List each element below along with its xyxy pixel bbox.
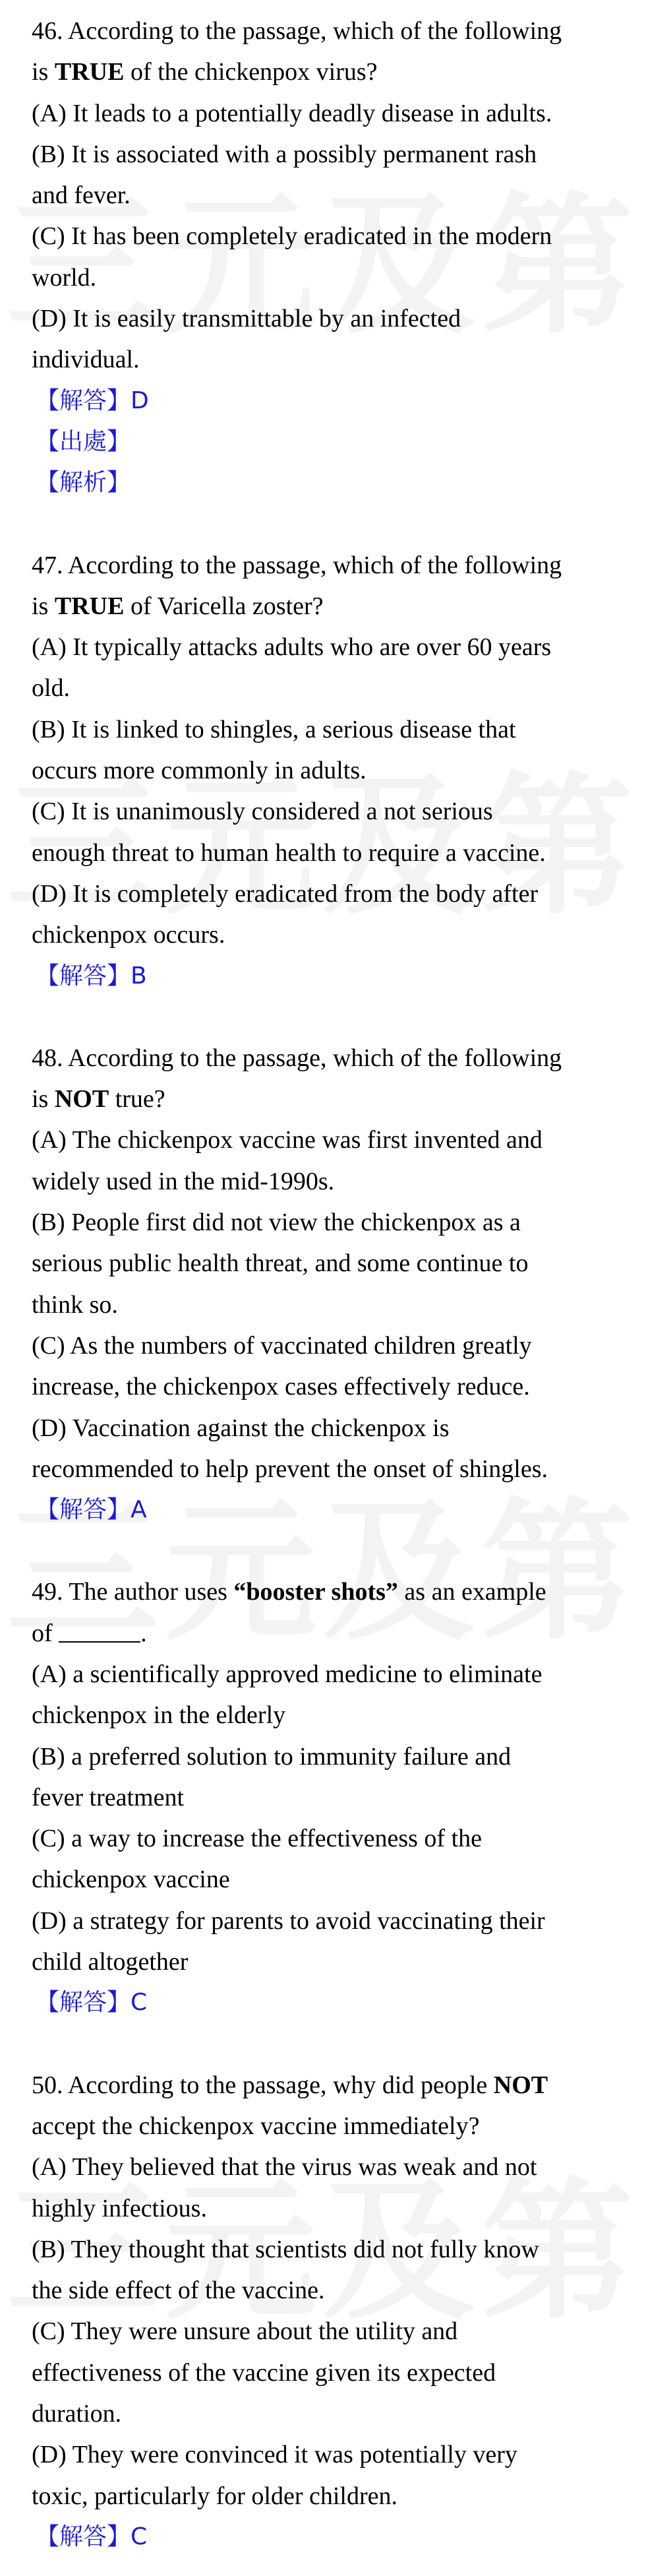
- option-line: (A) They believed that the virus was weak and not: [32, 2153, 537, 2182]
- option-line: (C) They were unsure about the utility and: [32, 2317, 458, 2346]
- option-line: serious public health threat, and some continue to: [32, 1249, 529, 1278]
- option-line: (C) It is unanimously considered a not serious: [32, 798, 493, 826]
- stem-emphasis: NOT: [493, 2071, 548, 2099]
- option-line: (D) It is easily transmittable by an infected: [32, 305, 461, 333]
- question-stem-line: [32, 11, 646, 51]
- option-line: (B) a preferred solution to immunity failure and: [32, 1742, 512, 1771]
- question-stem-line: [32, 1571, 646, 1612]
- question-stem-line: [32, 586, 646, 627]
- option-line: (D) Vaccination against the chickenpox is: [32, 1414, 450, 1442]
- stem-text: accept the chickenpox vaccine immediately?: [32, 2112, 480, 2140]
- option-line: (D) They were convinced it was potentially very: [32, 2441, 517, 2469]
- option-line: (B) People first did not view the chickenpox as a: [32, 1209, 521, 1237]
- answer-label: 【解答】D: [36, 387, 149, 414]
- question-stem-line: [32, 1038, 646, 1079]
- stem-emphasis: “booster shots”: [233, 1578, 398, 1606]
- stem-text: of Varicella zoster?: [124, 592, 324, 620]
- option-line: widely used in the mid-1990s.: [32, 1167, 335, 1195]
- option-line: occurs more commonly in adults.: [32, 757, 367, 785]
- question-stem-line: [32, 2065, 646, 2106]
- option-line: and fever.: [32, 181, 131, 210]
- option-line: recommended to help prevent the onset of shingles.: [32, 1455, 548, 1483]
- question-stem-line: [32, 51, 646, 92]
- stem-text: is: [32, 592, 55, 620]
- option-line: duration.: [32, 2400, 122, 2428]
- question-stem-line: [32, 2106, 646, 2147]
- source-label: 【出處】: [36, 427, 131, 455]
- stem-text: of: [32, 1619, 59, 1647]
- question-stem-line: [32, 1613, 646, 1654]
- question-block: [32, 1571, 646, 2023]
- option-line: effectiveness of the vaccine given its expected: [32, 2358, 496, 2387]
- option-line: increase, the chickenpox cases effectively reduce.: [32, 1373, 530, 1401]
- option-line: (B) They thought that scientists did not fully know: [32, 2235, 539, 2263]
- option-line: (D) a strategy for parents to avoid vaccinating their: [32, 1906, 545, 1935]
- option-line: (B) It is associated with a possibly permanent rash: [32, 140, 537, 168]
- option-line: the side effect of the vaccine.: [32, 2277, 325, 2305]
- option-line: chickenpox vaccine: [32, 1866, 230, 1894]
- stem-emphasis: NOT: [54, 1085, 109, 1114]
- option-line: (A) It leads to a potentially deadly disease in adults.: [32, 99, 552, 127]
- stem-text: is: [32, 58, 55, 86]
- option-line: (A) The chickenpox vaccine was first invented and: [32, 1126, 543, 1154]
- option-line: (C) It has been completely eradicated in the modern: [32, 222, 552, 251]
- answer-label: 【解答】C: [36, 1989, 148, 2017]
- option-line: child altogether: [32, 1948, 189, 1976]
- option-line: (A) a scientifically approved medicine to eliminate: [32, 1660, 543, 1688]
- option-line: (A) It typically attacks adults who are over 60 years: [32, 633, 552, 662]
- question-block: [32, 1038, 646, 1531]
- option-line: (C) a way to increase the effectiveness of the: [32, 1825, 482, 1853]
- option-line: individual.: [32, 346, 140, 374]
- question-block: [32, 545, 646, 997]
- stem-text: 49. The author uses: [32, 1578, 234, 1606]
- option-line: chickenpox in the elderly: [32, 1701, 286, 1730]
- question-block: [32, 2065, 646, 2558]
- stem-text: is: [32, 1085, 55, 1114]
- answer-label: 【解答】A: [36, 1496, 147, 1524]
- option-line: (B) It is linked to shingles, a serious disease that: [32, 715, 516, 743]
- option-line: enough threat to human health to require a vaccine.: [32, 838, 546, 867]
- stem-text: 47. According to the passage, which of the following: [32, 551, 562, 579]
- option-line: chickenpox occurs.: [32, 921, 225, 949]
- option-line: (C) As the numbers of vaccinated children greatly: [32, 1331, 532, 1360]
- stem-text: of the chickenpox virus?: [124, 58, 378, 86]
- option-line: think so.: [32, 1290, 118, 1319]
- stem-text: .: [140, 1619, 147, 1647]
- answer-label: 【解答】C: [36, 2523, 148, 2550]
- answer-blank: [59, 1619, 140, 1643]
- stem-text: true?: [109, 1085, 165, 1114]
- question-stem-line: [32, 1079, 646, 1119]
- option-line: (D) It is completely eradicated from the body after: [32, 879, 539, 908]
- stem-text: as an example: [397, 1578, 546, 1606]
- stem-text: 46. According to the passage, which of the following: [32, 17, 562, 45]
- option-line: highly infectious.: [32, 2194, 207, 2222]
- answer-label: 【解答】B: [36, 962, 147, 990]
- stem-text: 48. According to the passage, which of the following: [32, 1044, 562, 1072]
- option-line: world.: [32, 263, 97, 292]
- option-line: toxic, particularly for older children.: [32, 2482, 398, 2510]
- stem-emphasis: TRUE: [54, 58, 125, 86]
- stem-emphasis: TRUE: [54, 592, 125, 620]
- question-block: [32, 11, 646, 504]
- stem-text: 50. According to the passage, why did people: [32, 2071, 494, 2099]
- option-line: fever treatment: [32, 1783, 185, 1811]
- analysis-label: 【解析】: [36, 469, 131, 497]
- question-stem-line: [32, 545, 646, 586]
- option-line: old.: [32, 674, 71, 703]
